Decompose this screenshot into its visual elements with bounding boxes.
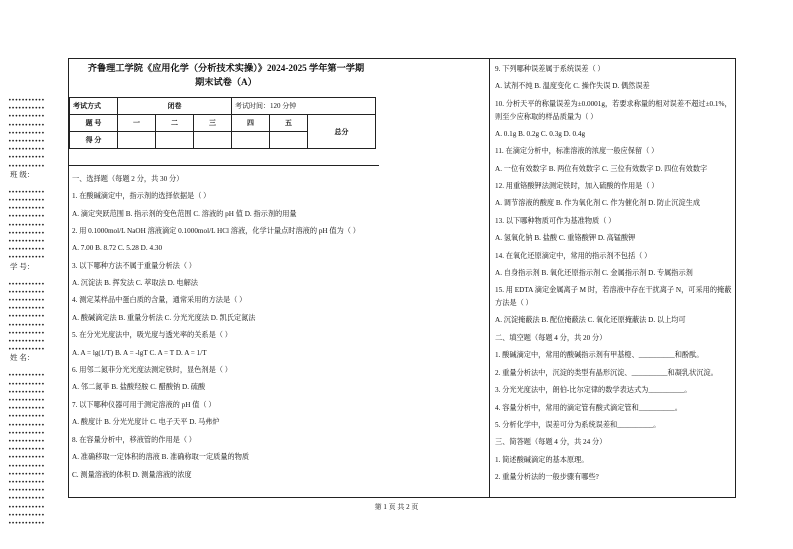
binding-dots: ••••••••••• [8, 138, 45, 145]
binding-dots: ••••••••••• [8, 487, 45, 495]
binding-dots: ••••••••••• [8, 305, 45, 313]
column-divider [489, 59, 490, 497]
binding-dots: ••••••••••• [8, 462, 45, 470]
question-line: A. 酸碱滴定法 B. 重量分析法 C. 分光光度法 D. 凯氏定氮法 [72, 313, 256, 322]
binding-dots: ••••••••••• [8, 405, 45, 413]
question-line: 1. 在酸碱滴定中，指示剂的选择依据是（ ） [72, 192, 211, 201]
binding-dots: ••••••••••• [8, 280, 45, 288]
binding-dots: ••••••••••• [8, 297, 45, 304]
exam-title [71, 61, 381, 89]
column-header: 五 [270, 115, 308, 132]
question-line: 10. 分析天平的称量误差为±0.0001g，若要求称量的相对误差不超过±0.1%，则至少应称取的样品质量为（ ） [495, 99, 732, 121]
binding-dots: ••••••••••• [8, 380, 45, 388]
question-line: A. 氢氧化钠 B. 盐酸 C. 重铬酸钾 D. 高锰酸钾 [495, 234, 636, 243]
binding-dots: ••••••••••• [8, 321, 45, 329]
section-heading: 二、填空题（每题 4 分，共 20 分） [495, 333, 607, 342]
question-line: A. 一位有效数字 B. 两位有效数字 C. 三位有效数字 D. 四位有效数字 [495, 164, 708, 173]
binding-dots: ••••••••••• [8, 288, 45, 296]
score-label: 得 分 [70, 132, 118, 149]
binding-dots: ••••••••••• [8, 229, 45, 237]
question-line: A. 0.1g B. 0.2g C. 0.3g D. 0.4g [495, 129, 586, 138]
question-line: 14. 在氧化还原滴定中，常用的指示剂不包括（ ） [495, 251, 652, 260]
question-line: 2. 用 0.1000mol/L NaOH 溶液滴定 0.1000mol/L HCl 溶液，化学计量点时溶液的 pH 值为（ ） [72, 227, 360, 236]
question-line: C. 测量溶液的体积 D. 测量溶液的浓度 [72, 470, 192, 479]
question-line: 9. 下列哪种误差属于系统误差（ ） [495, 65, 605, 73]
score-cell[interactable] [118, 132, 156, 149]
question-line: A. 沉淀掩蔽法 B. 配位掩蔽法 C. 氧化还原掩蔽法 D. 以上均可 [495, 316, 686, 325]
binding-dots: ••••••••••• [8, 421, 45, 429]
column-header: 三 [194, 115, 232, 132]
question-line: A. 自身指示剂 B. 氧化还原指示剂 C. 金属指示剂 D. 专属指示剂 [495, 269, 693, 278]
binding-dots: ••••••••••• [8, 213, 45, 221]
question-line: 12. 用重铬酸钾法测定铁时，加入硫酸的作用是（ ） [495, 182, 659, 191]
score-cell[interactable] [232, 132, 270, 149]
binding-dots: ••••••••••• [8, 246, 45, 254]
binding-dots: ••••••••••• [8, 129, 45, 137]
binding-dots: ••••••••••• [8, 388, 45, 396]
binding-dots: ••••••••••• [8, 254, 45, 262]
column-header: 二 [156, 115, 194, 132]
binding-dots: ••••••••••• [8, 162, 45, 170]
question-line: A. 邻二氮菲 B. 盐酸羟胺 C. 醋酸钠 D. 硫酸 [72, 383, 206, 392]
binding-dots: ••••••••••• [8, 205, 45, 213]
question-line: A. 试剂不纯 B. 温度变化 C. 操作失误 D. 偶然误差 [495, 82, 650, 91]
question-line: 4. 容量分析中，常用的滴定管有酸式滴定管和__________。 [495, 403, 682, 412]
question-line: A. 沉淀法 B. 挥发法 C. 萃取法 D. 电解法 [72, 279, 198, 288]
binding-dots: ••••••••••• [8, 238, 45, 245]
binding-dots: ••••••••••• [8, 479, 45, 486]
question-line: A. 滴定突跃范围 B. 指示剂的变色范围 C. 溶液的 pH 值 D. 指示剂的用量 [72, 209, 297, 218]
binding-dots: ••••••••••• [8, 495, 45, 503]
binding-label: 学 号： [10, 261, 35, 271]
question-line: 5. 在分光光度法中，吸光度与透光率的关系是（ ） [72, 331, 232, 340]
question-line: 3. 以下哪种方法不属于重量分析法（ ） [72, 261, 196, 270]
exam-format-value: 闭卷 [118, 98, 232, 115]
left-column [72, 171, 382, 484]
binding-dots: ••••••••••• [8, 454, 45, 462]
question-line: 3. 分光光度法中，朗伯-比尔定律的数学表达式为__________。 [495, 386, 692, 395]
question-no-label: 题 号 [70, 115, 118, 132]
question-line: 11. 在滴定分析中，标准溶液的浓度一般应保留（ ） [495, 147, 659, 156]
question-line: 1. 酸碱滴定中，常用的酸碱指示剂有甲基橙、__________和酚酞。 [495, 351, 704, 360]
right-column [495, 61, 733, 487]
score-cell[interactable] [156, 132, 194, 149]
title-line-2: 期末试卷（A） [195, 77, 257, 87]
binding-dots: ••••••••••• [8, 221, 45, 229]
column-header: 四 [232, 115, 270, 132]
question-line: 2. 重量分析法中，沉淀的类型有晶形沉淀、__________和凝乳状沉淀。 [495, 368, 718, 377]
question-line: 6. 用邻二氮菲分光光度法测定铁时，显色剂是（ ） [72, 366, 232, 375]
binding-dots: ••••••••••• [8, 329, 45, 337]
binding-dots: ••••••••••• [8, 197, 45, 204]
binding-dots: ••••••••••• [8, 413, 45, 421]
score-table [69, 97, 376, 149]
binding-dots: ••••••••••• [8, 397, 45, 404]
question-line: A. 准确移取一定体积的溶液 B. 准确称取一定质量的物质 [72, 453, 250, 462]
section-heading: 三、简答题（每题 4 分，共 24 分） [495, 438, 607, 447]
question-line: 8. 在容量分析中，移液管的作用是（ ） [72, 435, 196, 444]
question-line: 13. 以下哪种物质可作为基准物质（ ） [495, 216, 616, 225]
question-line: 2. 重量分析法的一般步骤有哪些? [495, 473, 599, 482]
binding-dots: ••••••••••• [8, 429, 45, 437]
binding-dots: ••••••••••• [8, 154, 45, 162]
question-line: 1. 简述酸碱滴定的基本原理。 [495, 455, 589, 464]
exam-time: 考试时间：120 分钟 [232, 98, 376, 115]
binding-dots: ••••••••••• [8, 446, 45, 454]
question-line: A. 酸度计 B. 分光光度计 C. 电子天平 D. 马弗炉 [72, 418, 220, 427]
score-cell[interactable] [194, 132, 232, 149]
binding-dots: ••••••••••• [8, 346, 45, 354]
binding-dots: ••••••••••• [8, 520, 45, 527]
question-line: 7. 以下哪种仪器可用于测定溶液的 pH 值（ ） [72, 400, 216, 409]
binding-dots: ••••••••••• [8, 121, 45, 129]
binding-dots: ••••••••••• [8, 503, 45, 511]
question-line: A. A = lg(1/T) B. A = -lgT C. A = T D. A = 1/T [72, 348, 207, 357]
column-header: 一 [118, 115, 156, 132]
exam-frame [68, 58, 736, 498]
binding-label: 姓 名： [10, 353, 35, 363]
total-label: 总分 [308, 115, 376, 149]
binding-dots: ••••••••••• [8, 338, 45, 345]
section-heading: 一、选择题（每题 2 分，共 30 分） [72, 175, 184, 183]
binding-dots: ••••••••••• [8, 105, 45, 113]
question-line: 4. 测定某样品中蛋白质的含量，通常采用的方法是（ ） [72, 296, 247, 305]
question-line: 5. 分析化学中，误差可分为系统误差和__________。 [495, 420, 661, 429]
title-line-1: 齐鲁理工学院《应用化学（分析技术实操）》2024-2025 学年第一学期 [87, 63, 365, 73]
binding-dots: ••••••••••• [8, 97, 45, 104]
binding-dots: ••••••••••• [8, 146, 45, 154]
binding-dots: ••••••••••• [8, 511, 45, 519]
question-line: A. 7.00 B. 8.72 C. 5.28 D. 4.30 [72, 244, 163, 253]
question-line: A. 调节溶液的酸度 B. 作为氧化剂 C. 作为催化剂 D. 防止沉淀生成 [495, 199, 701, 208]
question-line: 15. 用 EDTA 滴定金属离子 M 时，若溶液中存在干扰离子 N，可采用的掩蔽方法是（ ） [495, 286, 732, 308]
binding-dots: ••••••••••• [8, 470, 45, 478]
section-rule [69, 165, 379, 166]
exam-format-label: 考试方式 [70, 98, 118, 115]
binding-dots: ••••••••••• [8, 113, 45, 121]
score-cell[interactable] [270, 132, 308, 149]
binding-label: 班 级： [10, 169, 35, 179]
binding-dots: ••••••••••• [8, 438, 45, 445]
binding-dots: ••••••••••• [8, 188, 45, 196]
page-footer: 第 1 页 共 2 页 [374, 503, 419, 511]
binding-dots: ••••••••••• [8, 372, 45, 380]
binding-dots: ••••••••••• [8, 313, 45, 321]
